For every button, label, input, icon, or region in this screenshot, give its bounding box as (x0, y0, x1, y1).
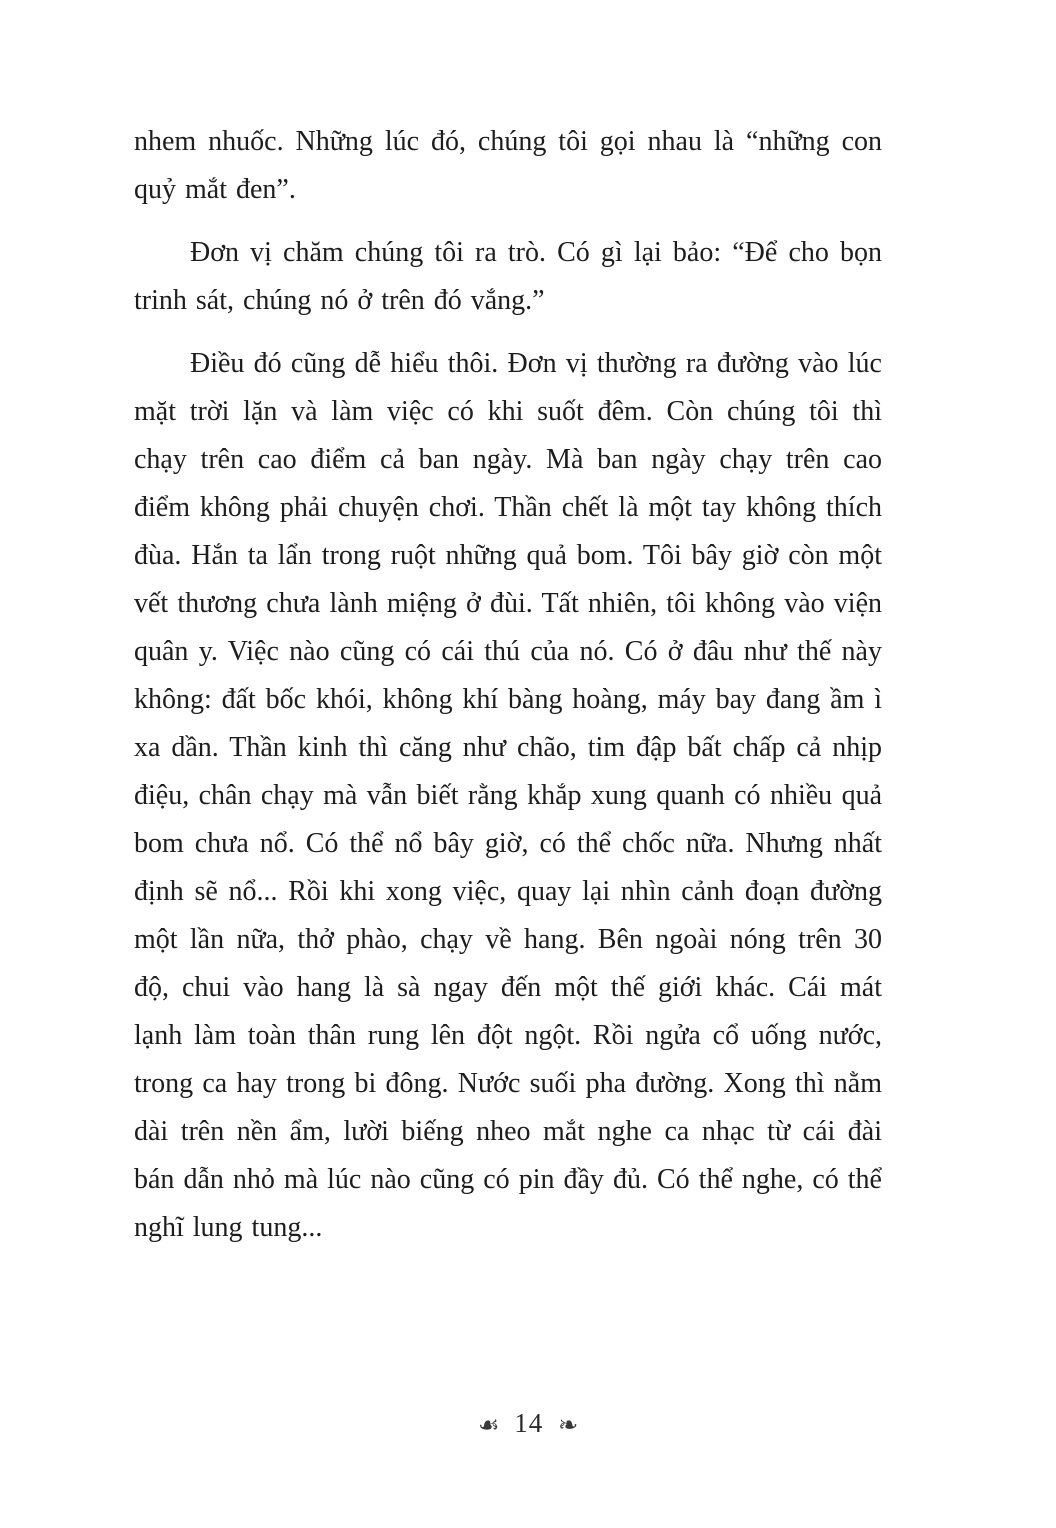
paragraph: Điều đó cũng dễ hiểu thôi. Đơn vị thường ra đường vào lúc mặt trời lặn và làm việc có khi suốt đêm. Còn chúng tôi thì chạy trên cao điểm cả ban ngày. Mà ban ngày chạy trên cao điểm không phải chuyện chơi. Thần chết là một tay không thích đùa. Hắn ta lẩn trong ruột những quả bom. Tôi bây giờ còn một vết thương chưa lành miệng ở đùi. Tất nhiên, tôi không vào viện quân y. Việc nào cũng có cái thú của nó. Có ở đâu như thế này không: đất bốc khói, không khí bàng hoàng, máy bay đang ầm ì xa dần. Thần kinh thì căng như chão, tim đập bất chấp cả nhịp điệu, chân chạy mà vẫn biết rằng khắp xung quanh có nhiều quả bom chưa nổ. Có thể nổ bây giờ, có thể chốc nữa. Nhưng nhất định sẽ nổ... Rồi khi xong việc, quay lại nhìn cảnh đoạn đường một lần nữa, thở phào, chạy về hang. Bên ngoài nóng trên 30 độ, chui vào hang là sà ngay đến một thế giới khác. Cái mát lạnh làm toàn thân rung lên đột ngột. Rồi ngửa cổ uống nước, trong ca hay trong bi đông. Nước suối pha đường. Xong thì nằm dài trên nền ẩm, lười biếng nheo mắt nghe ca nhạc từ cái đài bán dẫn nhỏ mà lúc nào cũng có pin đầy đủ. Có thể nghe, có thể nghĩ lung tung... (134, 348, 882, 1243)
page-number: 14 (514, 1408, 544, 1438)
floral-ornament-right-icon: ❧ (557, 1411, 579, 1439)
floral-ornament-left-icon: ☙ (477, 1411, 500, 1439)
paragraph: Đơn vị chăm chúng tôi ra trò. Có gì lại bảo: “Để cho bọn trinh sát, chúng nó ở trên đó vắng.” (134, 237, 882, 316)
paragraph: nhem nhuốc. Những lúc đó, chúng tôi gọi nhau là “những con quỷ mắt đen”. (134, 126, 882, 205)
page-footer (0, 1408, 1056, 1439)
